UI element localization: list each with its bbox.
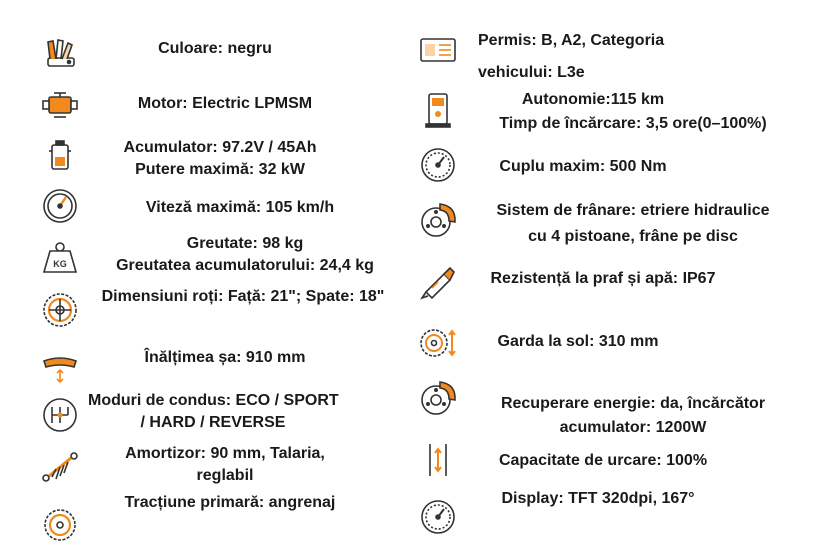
spec-seat-height: Înălțimea șa: 910 mm: [144, 349, 306, 366]
wheel-icon: [40, 290, 80, 330]
display-gauge-icon: [418, 497, 458, 537]
color-palette-icon: [40, 32, 80, 72]
spec-climb-capacity: Capacitate de urcare: 100%: [498, 452, 708, 469]
chain-sprocket-icon: [40, 505, 80, 545]
climb-capacity-icon: [418, 440, 458, 480]
spec-motor: Motor: Electric LPMSM: [137, 95, 313, 112]
svg-text:KG: KG: [53, 259, 67, 269]
weight-kg-icon: [40, 238, 80, 278]
spec-wheel-size: Dimensiuni roți: Față: 21"; Spate: 18": [101, 288, 385, 305]
spec-drive-modes: Moduri de condus: ECO / SPORT / HARD / REVERSE: [88, 392, 339, 431]
seat-height-icon: [40, 345, 80, 385]
spec-energy-recovery: Recuperare energie: da, încărcător acumulator: 1200W: [500, 395, 766, 436]
spec-braking: Sistem de frânare: etriere hidraulice cu 4 pistoane, frâne pe disc: [496, 202, 770, 245]
spec-ip-rating: Rezistență la praf și apă: IP67: [490, 270, 716, 287]
spec-max-speed: Viteză maximă: 105 km/h: [145, 199, 335, 216]
spec-range-charging: Autonomie:115 km Timp de încărcare: 3,5 ore(0–100%): [499, 91, 767, 132]
water-dust-seal-icon: [418, 262, 458, 302]
speedometer-icon: [40, 186, 80, 226]
gear-shift-icon: [40, 395, 80, 435]
battery-icon: [40, 135, 80, 175]
motor-engine-icon: [40, 85, 80, 125]
spec-torque: Cuplu maxim: 500 Nm: [499, 158, 667, 175]
spec-ground-clearance: Garda la sol: 310 mm: [497, 333, 659, 350]
spec-license: Permis: B, A2, Categoria vehicului: L3e: [478, 32, 665, 81]
spec-display: Display: TFT 320dpi, 167°: [501, 490, 695, 507]
spec-weight: Greutate: 98 kg Greutatea acumulatorului: 24,4 kg: [116, 235, 374, 274]
spec-primary-drive: Tracțiune primară: angrenaj: [124, 494, 336, 511]
spec-color: Culoare: negru: [158, 40, 272, 57]
spec-battery: Acumulator: 97.2V / 45Ah Putere maximă: 32 kW: [123, 139, 317, 178]
shock-absorber-icon: [40, 447, 80, 487]
license-card-icon: [418, 30, 458, 70]
energy-recovery-icon: [418, 378, 458, 418]
ground-clearance-icon: [418, 323, 458, 363]
disc-brake-icon: [418, 200, 458, 240]
spec-suspension: Amortizor: 90 mm, Talaria, reglabil: [125, 445, 325, 484]
